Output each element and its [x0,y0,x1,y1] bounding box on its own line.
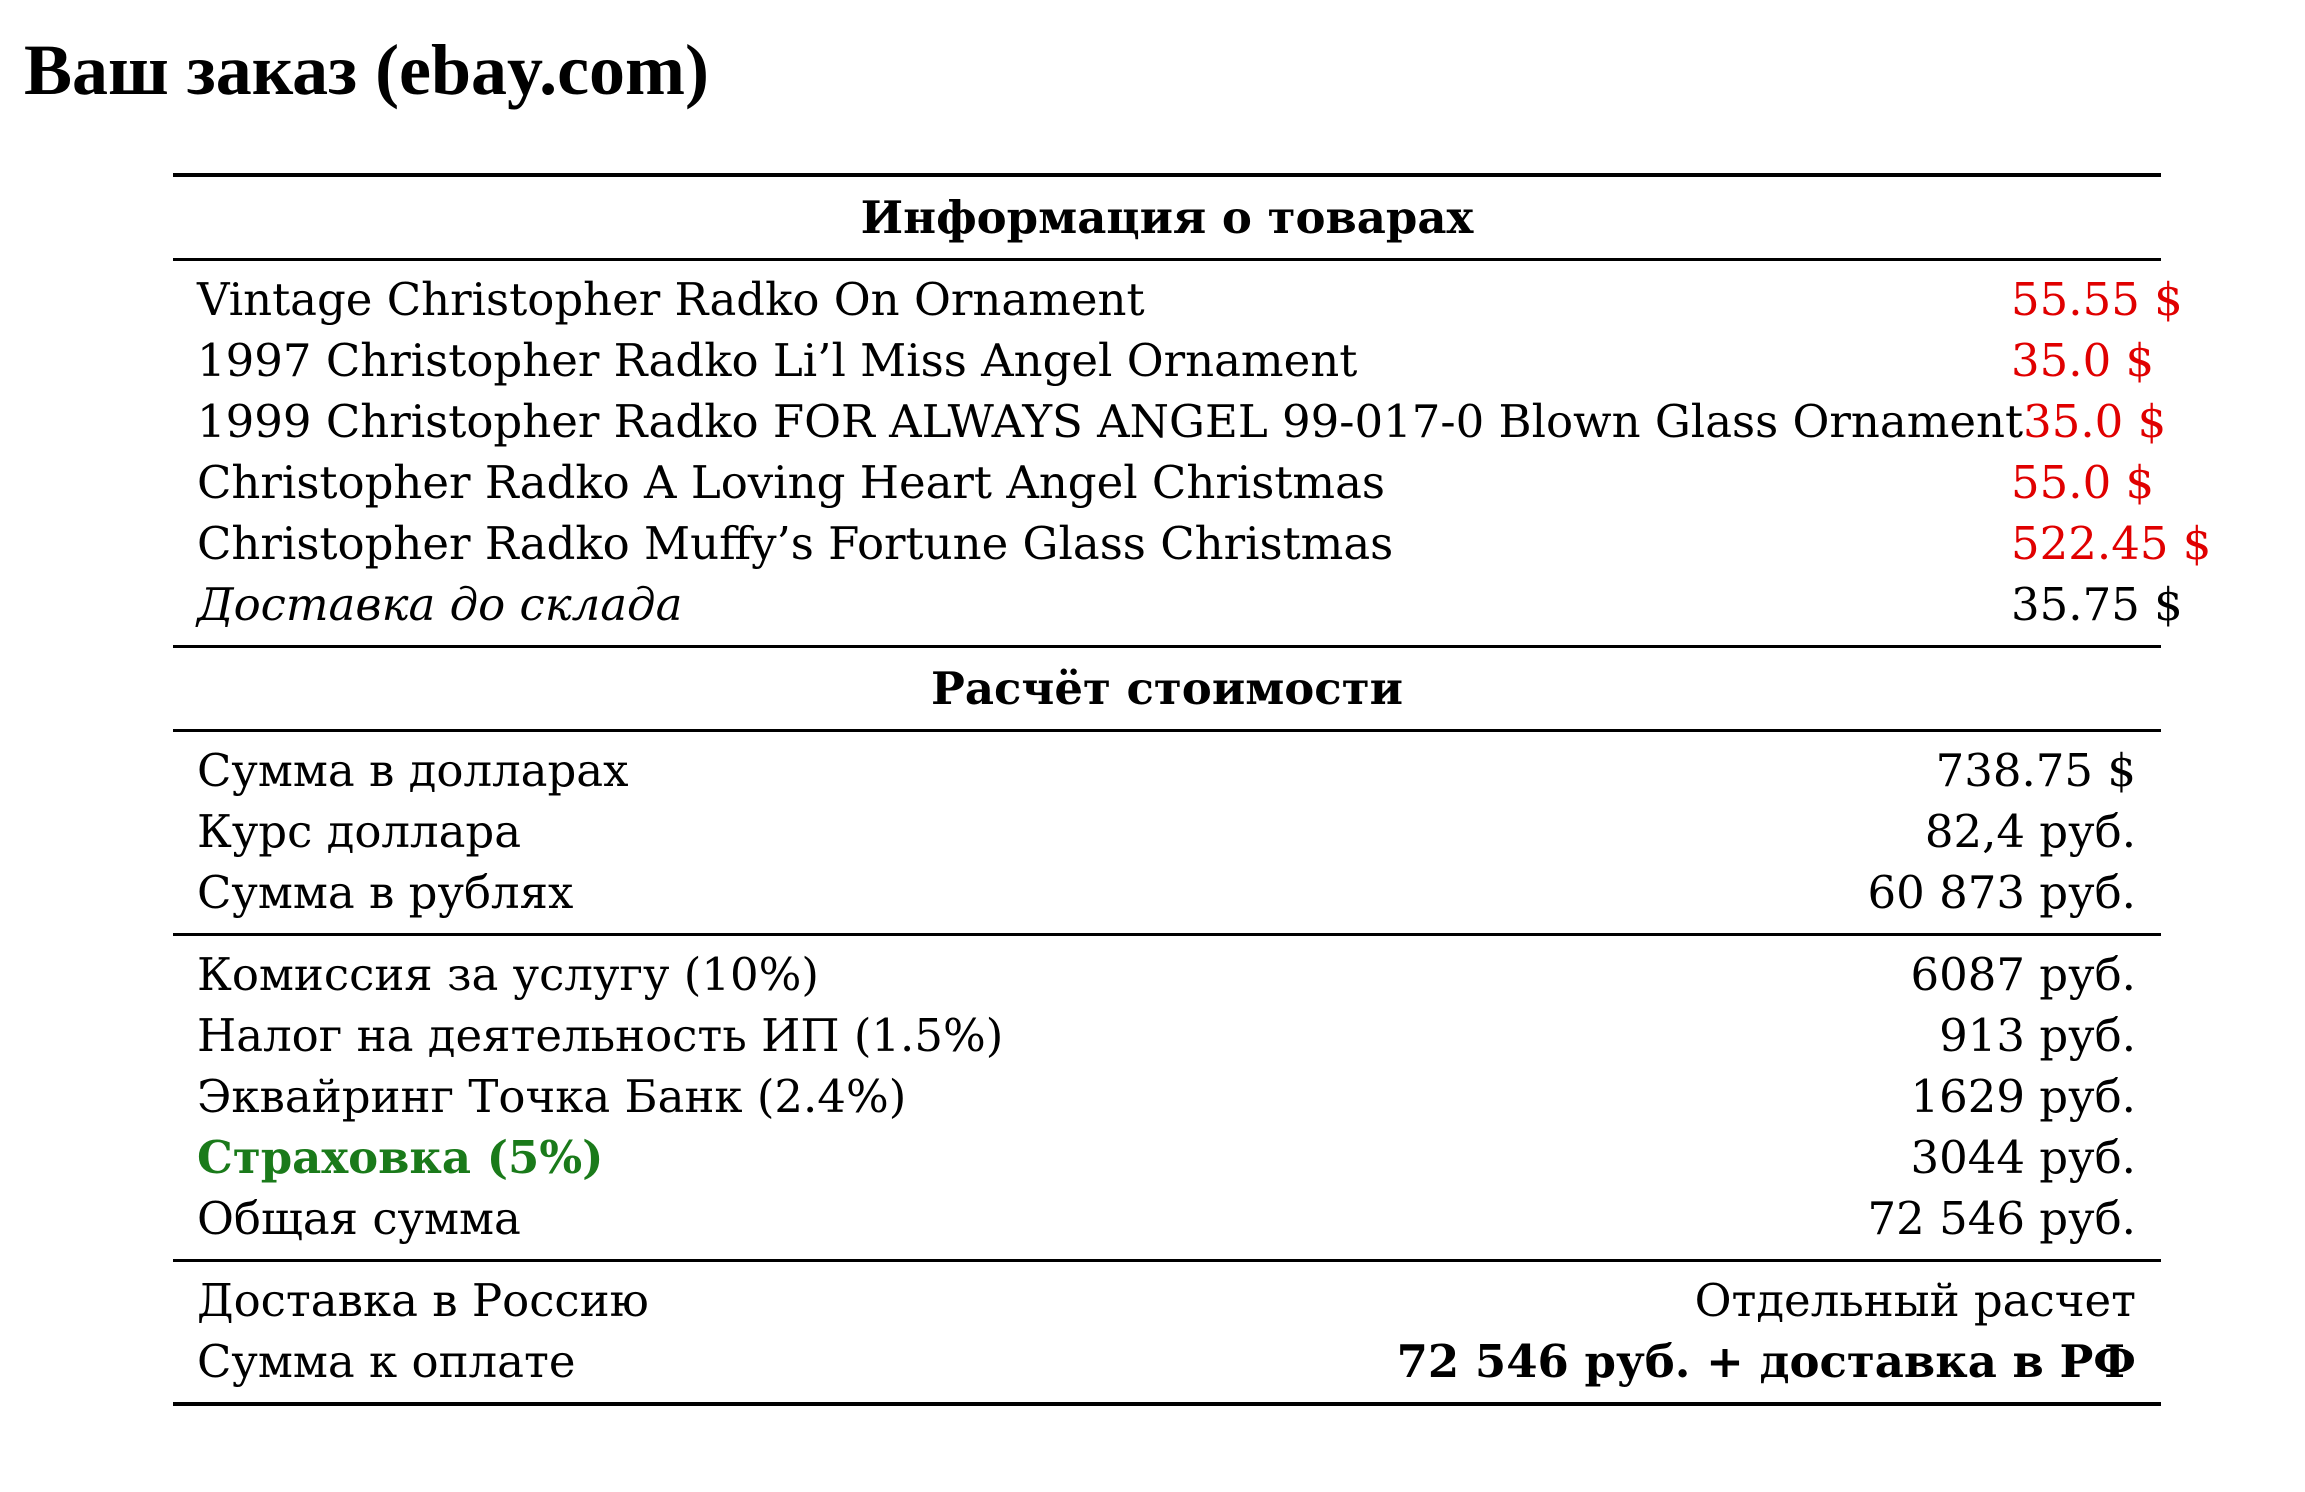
product-name: Christopher Radko A Loving Heart Angel Christmas [197,456,1386,509]
exchange-rate-value: 82,4 руб. [1924,805,2136,858]
russia-delivery-row [173,1270,2161,1331]
amount-due-label: Сумма к оплате [197,1335,576,1388]
product-name: 1997 Christopher Radko Li’l Miss Angel Ornament [197,334,1358,387]
dollar-sum-label: Сумма в долларах [197,744,629,797]
dollar-sum-value: 738.75 $ [1935,744,2136,797]
product-price: 55.55 $ [2011,273,2183,326]
tax-value: 913 руб. [1939,1009,2136,1062]
exchange-rate-label: Курс доллара [197,805,522,858]
tax-row [173,1005,2161,1066]
product-price: 55.0 $ [2011,456,2155,509]
final-list [173,1262,2161,1402]
product-name: Vintage Christopher Radko On Ornament [197,273,1145,326]
ruble-sum-row [173,862,2161,923]
product-list [173,261,2212,645]
service-fee-label: Комиссия за услугу (10%) [197,948,819,1001]
product-row [173,513,2212,574]
product-name: Christopher Radko Muffy’s Fortune Glass Christmas [197,517,1394,570]
russia-delivery-label: Доставка в Россию [197,1274,649,1327]
product-price: 35.0 $ [2023,395,2167,448]
dollar-sum-row [173,740,2161,801]
acquiring-label: Эквайринг Точка Банк (2.4%) [197,1070,907,1123]
insurance-value: 3044 руб. [1910,1131,2136,1184]
warehouse-delivery-label: Доставка до склада [197,578,683,631]
acquiring-value: 1629 руб. [1910,1070,2136,1123]
acquiring-row [173,1066,2161,1127]
ruble-sum-label: Сумма в рублях [197,866,574,919]
calculation-section-heading: Расчёт стоимости [931,662,1403,715]
tax-label: Налог на деятельность ИП (1.5%) [197,1009,1004,1062]
warehouse-delivery-row [173,574,2183,635]
amount-due-row [173,1331,2161,1392]
product-row [173,452,2161,513]
product-price: 522.45 $ [2011,517,2212,570]
conversion-list [173,732,2161,933]
insurance-label: Страховка (5%) [197,1131,604,1184]
page-title: Ваш заказ (ebay.com) [24,30,709,110]
russia-delivery-value: Отдельный расчет [1694,1274,2136,1327]
products-section-heading: Информация о товарах [860,191,1474,244]
order-table [173,173,2212,1406]
product-row [173,391,2167,452]
product-row [173,269,2183,330]
service-fee-row [173,944,2161,1005]
total-label: Общая сумма [197,1192,521,1245]
ruble-sum-value: 60 873 руб. [1867,866,2136,919]
product-price: 35.0 $ [2011,334,2155,387]
product-row [173,330,2161,391]
service-fee-value: 6087 руб. [1910,948,2136,1001]
table-bottom-rule [173,1402,2161,1406]
product-name: 1999 Christopher Radko FOR ALWAYS ANGEL 99-017-0 Blown Glass Ornament [197,395,2024,448]
warehouse-delivery-value: 35.75 $ [2011,578,2183,631]
exchange-rate-row [173,801,2161,862]
amount-due-value: 72 546 руб. + доставка в РФ [1396,1335,2136,1388]
insurance-row [173,1127,2161,1188]
total-row [173,1188,2161,1249]
total-value: 72 546 руб. [1867,1192,2136,1245]
fees-list [173,936,2161,1259]
